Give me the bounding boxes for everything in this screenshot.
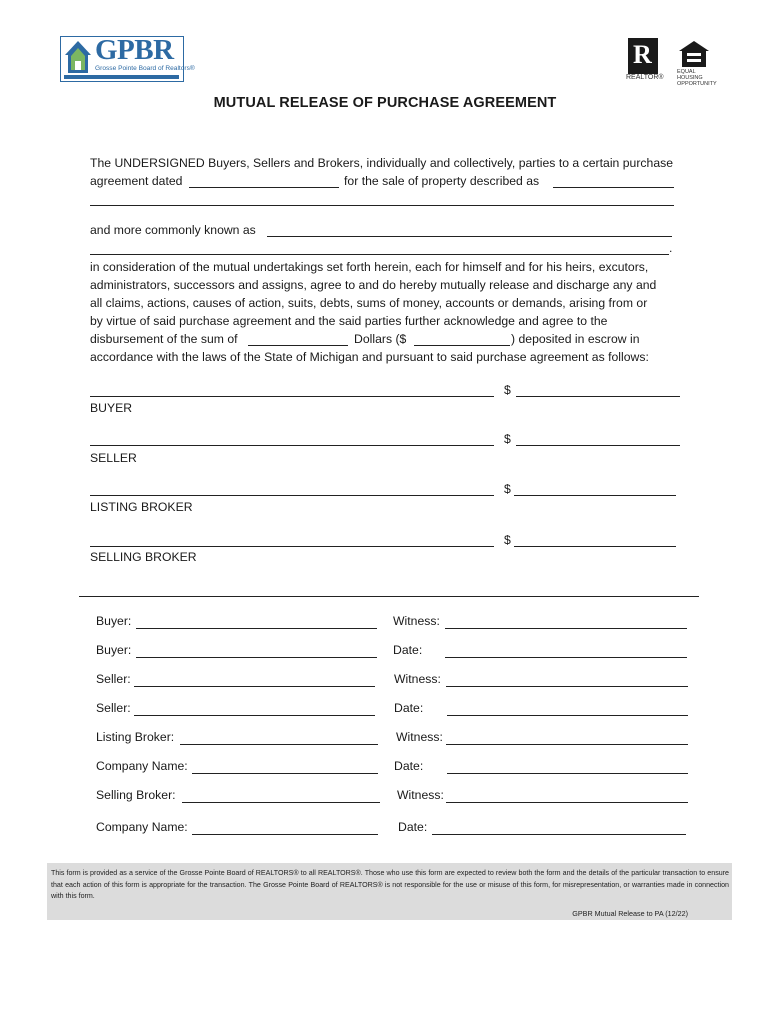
date-4-field[interactable]	[432, 834, 686, 835]
listing-broker-amount-field[interactable]	[514, 495, 676, 496]
equal-housing-icon	[678, 40, 710, 68]
selling-broker-release-field[interactable]	[90, 546, 494, 547]
sig-label-seller-2: Seller:	[96, 701, 131, 715]
body-para-line-3: all claims, actions, causes of action, suits, debts, sums of money, accounts or demands, arising from or	[90, 296, 648, 310]
company-2-field[interactable]	[192, 834, 378, 835]
disbursement-amount-field[interactable]	[414, 345, 510, 346]
agreement-date-field[interactable]	[189, 187, 339, 188]
buyer-release-field[interactable]	[90, 396, 494, 397]
currency-sign: $	[504, 432, 511, 446]
logo-bar	[64, 75, 179, 79]
body-commonly-known: and more commonly known as	[90, 223, 256, 237]
sig-label-date-3: Date:	[394, 759, 424, 773]
sig-label-company-2: Company Name:	[96, 820, 188, 834]
sig-label-buyer-2: Buyer:	[96, 643, 132, 657]
currency-sign: $	[504, 533, 511, 547]
buyer-2-signature-field[interactable]	[136, 657, 377, 658]
realtor-logo	[628, 38, 658, 74]
body-property-described: for the sale of property described as	[344, 174, 540, 188]
sig-label-witness-1: Witness:	[393, 614, 440, 628]
date-1-field[interactable]	[445, 657, 687, 658]
witness-1-field[interactable]	[445, 628, 687, 629]
sig-label-date-1: Date:	[393, 643, 423, 657]
sig-label-date-4: Date:	[398, 820, 428, 834]
section-divider	[79, 596, 699, 597]
gpbr-logo	[60, 34, 195, 82]
body-para-line-4: by virtue of said purchase agreement and the said parties further acknowledge and agree to the	[90, 314, 608, 328]
sig-label-seller-1: Seller:	[96, 672, 131, 686]
logo-subtitle: Grosse Pointe Board of Realtors®	[95, 65, 195, 72]
sig-label-company-1: Company Name:	[96, 759, 188, 773]
seller-amount-field[interactable]	[516, 445, 680, 446]
sig-label-witness-4: Witness:	[397, 788, 444, 802]
listing-broker-label: LISTING BROKER	[90, 500, 193, 514]
seller-release-field[interactable]	[90, 445, 494, 446]
eho-label: EQUAL HOUSING OPPORTUNITY	[677, 69, 717, 87]
realtor-r-icon: R	[633, 40, 652, 69]
sig-label-listing-broker: Listing Broker:	[96, 730, 175, 744]
seller-label: SELLER	[90, 451, 137, 465]
sig-label-buyer-1: Buyer:	[96, 614, 132, 628]
body-dollars: Dollars ($	[354, 332, 407, 346]
body-deposited: ) deposited in escrow in	[511, 332, 640, 346]
house-icon	[63, 39, 93, 77]
body-last-line: accordance with the laws of the State of Michigan and pursuant to said purchase agreement as follows:	[90, 350, 649, 364]
witness-3-field[interactable]	[446, 744, 688, 745]
property-description-field-1[interactable]	[553, 187, 674, 188]
selling-broker-signature-field[interactable]	[182, 802, 380, 803]
logo-letters: GPBR	[95, 34, 174, 66]
buyer-1-signature-field[interactable]	[136, 628, 377, 629]
period-mark: .	[669, 241, 673, 255]
disbursement-words-field[interactable]	[248, 345, 348, 346]
sig-label-witness-3: Witness:	[396, 730, 443, 744]
property-description-field-2[interactable]	[90, 205, 674, 206]
common-address-field-1[interactable]	[267, 236, 672, 237]
company-1-field[interactable]	[192, 773, 378, 774]
listing-broker-signature-field[interactable]	[180, 744, 378, 745]
document-title: MUTUAL RELEASE OF PURCHASE AGREEMENT	[213, 95, 557, 111]
witness-2-field[interactable]	[446, 686, 688, 687]
body-para-line-2: administrators, successors and assigns, agree to and do hereby mutually release and discharge any and	[90, 278, 657, 292]
date-2-field[interactable]	[447, 715, 688, 716]
currency-sign: $	[504, 482, 511, 496]
date-3-field[interactable]	[447, 773, 688, 774]
sig-label-date-2: Date:	[394, 701, 424, 715]
sig-label-witness-2: Witness:	[394, 672, 441, 686]
common-address-field-2[interactable]	[90, 254, 669, 255]
body-disbursement: disbursement of the sum of	[90, 332, 238, 346]
form-id: GPBR Mutual Release to PA (12/22)	[572, 909, 688, 918]
witness-4-field[interactable]	[446, 802, 688, 803]
body-line-1: The UNDERSIGNED Buyers, Sellers and Brokers, individually and collectively, parties to a certain purchase	[90, 156, 674, 170]
body-agreement-dated: agreement dated	[90, 174, 183, 188]
currency-sign: $	[504, 383, 511, 397]
sig-label-selling-broker: Selling Broker:	[96, 788, 176, 802]
listing-broker-release-field[interactable]	[90, 495, 494, 496]
buyer-label: BUYER	[90, 401, 133, 415]
seller-1-signature-field[interactable]	[134, 686, 375, 687]
body-para-line-1: in consideration of the mutual undertakings set forth herein, each for himself and for his heirs, excutors,	[90, 260, 649, 274]
footer-text: This form is provided as a service of the Grosse Pointe Board of REALTORS® to all REALTORS®. Those who use this form are expected to review both the form and the details of the particular transaction to ensure that each action of this form is appropriate for the transaction. The Grosse Pointe Board of REALTORS® is not responsible for the use or misuse of this form, for misrepresentation, or warranties made in connection with this form.	[51, 869, 729, 901]
buyer-amount-field[interactable]	[516, 396, 680, 397]
seller-2-signature-field[interactable]	[134, 715, 375, 716]
realtor-label: REALTOR®	[626, 74, 664, 81]
selling-broker-amount-field[interactable]	[514, 546, 676, 547]
footer-disclaimer	[47, 863, 732, 920]
selling-broker-label: SELLING BROKER	[90, 550, 197, 564]
